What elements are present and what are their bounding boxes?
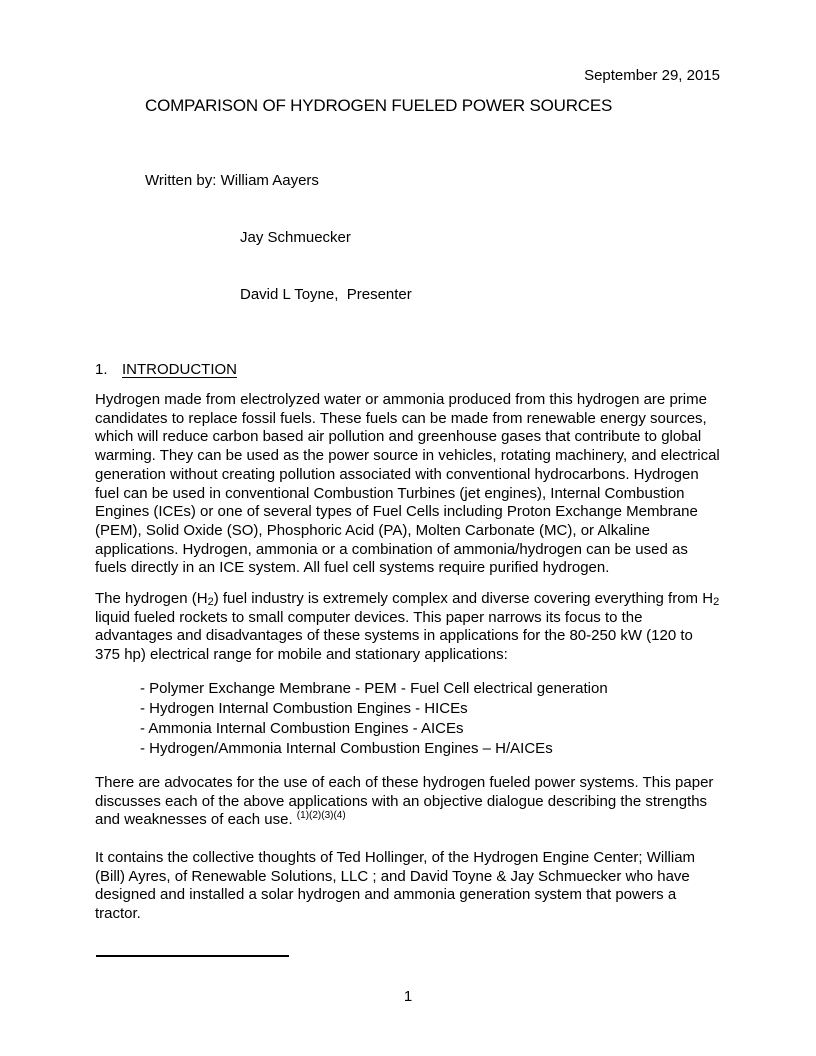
paragraph-advocates xyxy=(95,774,720,830)
document-title: COMPARISON OF HYDROGEN FUELED POWER SOURCES xyxy=(145,96,613,115)
byline xyxy=(95,133,720,342)
paragraph-intro-1: Hydrogen made from electrolyzed water or ammonia produced from this hydrogen are prime candidates to replace fossil fuels. These fuels can be made from renewable energy sources, which will reduce carbon based air pollution and greenhouse gases that contribute to global warming. They can be used as the power source in vehicles, rotating machinery, and electrical generation without creating pollution associated with conventional hydrocarbons. Hydrogen fuel can be used in conventional Combustion Turbines (jet engines), Internal Combustion Engines (ICEs) or one of several types of Fuel Cells including Proton Exchange Membrane (PEM), Solid Oxide (SO), Phosphoric Acid (PA), Molten Carbonate (MC), or Alkaline applications. Hydrogen, ammonia or a combination of ammonia/hydrogen can be used as fuels directly in an ICE system. All fuel cell systems require purified hydrogen. xyxy=(95,391,720,577)
list-item-h-aices: - Hydrogen/Ammonia Internal Combustion Engines – H/AICEs xyxy=(140,739,553,757)
p2-text-3: liquid fueled rockets to small computer devices. This paper narrows its focus to the advantages and disadvantages of these systems in applications for the 80-250 kW (120 to 375 hp) electrical range for mobile and stationary applications: xyxy=(95,608,693,664)
byline-author-3: David L Toyne, Presenter xyxy=(240,286,412,303)
section-title: INTRODUCTION xyxy=(122,361,237,378)
fuel-systems-list xyxy=(95,679,720,759)
list-item-pem: - Polymer Exchange Membrane - PEM - Fuel Cell electrical generation xyxy=(140,679,608,697)
list-item-hices: - Hydrogen Internal Combustion Engines - HICEs xyxy=(140,699,468,717)
h2-subscript-2: 2 xyxy=(713,596,720,609)
h2-subscript-1: 2 xyxy=(207,596,214,609)
p3-text: There are advocates for the use of each of these hydrogen fueled power systems. This paper discusses each of the above applications with an objective dialogue describing the strengths and weaknesses of each use. xyxy=(95,773,714,829)
list-item-aices: - Ammonia Internal Combustion Engines - AICEs xyxy=(140,719,464,737)
footnote-references: (1)(2)(3)(4) xyxy=(296,810,346,822)
section-number: 1. xyxy=(95,361,108,378)
paragraph-contributors: It contains the collective thoughts of Ted Hollinger, of the Hydrogen Engine Center; William (Bill) Ayres, of Renewable Solutions, LLC ; and David Toyne & Jay Schmuecker who have designed and installed a solar hydrogen and ammonia generation system that powers a tractor. xyxy=(95,848,696,923)
page-number: 1 xyxy=(403,988,413,1005)
footnote-rule xyxy=(96,955,289,957)
document-date: September 29, 2015 xyxy=(584,67,720,84)
byline-written-by: Written by: William Aayers xyxy=(145,172,319,189)
p2-text-1: The hydrogen (H xyxy=(95,590,208,608)
p2-text-2: ) fuel industry is extremely complex and diverse covering everything from H xyxy=(213,590,714,608)
section-heading xyxy=(95,360,720,379)
byline-author-2: Jay Schmuecker xyxy=(240,229,351,246)
paragraph-intro-2 xyxy=(95,590,720,665)
